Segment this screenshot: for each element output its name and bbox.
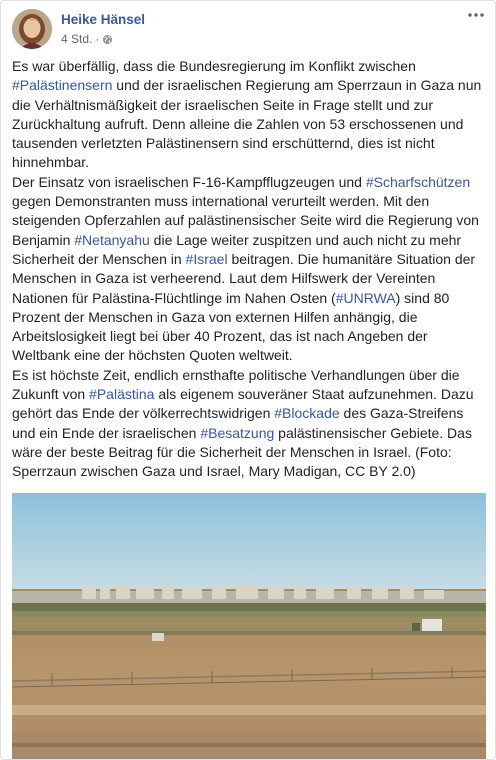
post-text-segment: ) sind 80 Prozent der Menschen in Gaza von externen Hilfen anhängig, die Arbeitslosigkeit liegt bei über 40 Prozent, das ist nach Angeben der Weltbank eine der höchsten Quoten weltweit. — [12, 289, 450, 364]
hashtag-link[interactable]: #UNRWA — [335, 289, 396, 306]
hashtag-link[interactable]: #Blockade — [274, 405, 340, 422]
post-text-segment: des Gaza-Streifens und ein Ende der israelischen — [12, 405, 464, 441]
post-text-segment: beitragen. Die humanitäre Situation der Menschen in Gaza ist verheerend. Laut dem Hilfswerk der Vereinten Nationen für Palästina-Flüchtlinge im Nahen Osten ( — [12, 250, 476, 306]
post-time[interactable]: 4 Std. — [61, 32, 93, 46]
meta-separator: · — [95, 32, 100, 46]
photo-gaza-fence — [12, 493, 486, 759]
post-text-segment: Der Einsatz von israelischen F-16-Kampfflugzeugen und — [12, 173, 366, 190]
hashtag-link[interactable]: #Besatzung — [200, 424, 275, 441]
post-photo[interactable] — [12, 493, 486, 759]
more-dots-icon — [466, 12, 486, 18]
hashtag-link[interactable]: #Scharfschützen — [365, 173, 471, 190]
post-text-segment: die Lage weiter zuspitzen und auch nicht zu mehr Sicherheit der Menschen in — [12, 231, 462, 267]
post-meta — [61, 32, 113, 46]
post-text-segment: Es war überfällig, dass die Bundesregierung im Konflikt zwischen — [12, 58, 416, 74]
hashtag-link[interactable]: #Netanyahu — [74, 231, 150, 248]
post-paragraph — [12, 366, 486, 482]
avatar[interactable] — [12, 9, 52, 49]
post-text — [12, 57, 486, 482]
post-text-segment: gegen Demonstranten muss international verurteilt werden. Mit den steigenden Opferzahlen auf palästinensischer Seite wird die Regierung von Benjamin — [12, 193, 479, 248]
more-options-button[interactable] — [466, 9, 486, 25]
post-text-segment: und der israelischen Regierung am Sperrzaun in Gaza nun die Verhältnismäßigkeit der israelischen Seite in Frage stellt und zur Zurückhaltung aufruft. Denn alleine die Zahlen von 53 erschossenen und tausenden verletzten Palästinensern sind erschütternd, dies ist nicht hinnehmbar. — [12, 77, 482, 171]
avatar-image — [12, 9, 52, 49]
post-paragraph — [12, 57, 486, 173]
hashtag-link[interactable]: #Israel — [185, 250, 228, 267]
post-paragraph — [12, 173, 486, 366]
globe-icon — [102, 34, 113, 45]
post-text-segment: als eigenem souveräner Staat aufzunehmen. Dazu gehört das Ende der völkerrechtswidrigen — [12, 386, 474, 422]
hashtag-link[interactable]: #Palästinensern — [12, 77, 113, 94]
post-text-segment: Es ist höchste Zeit, endlich ernsthafte politische Verhandlungen über die Zukunft von — [12, 366, 460, 403]
post-header — [12, 9, 486, 51]
hashtag-link[interactable]: #Palästina — [89, 386, 155, 403]
author-name[interactable]: Heike Hänsel — [61, 12, 146, 27]
post-text-segment: palästinensischer Gebiete. Das wäre der beste Beitrag für die Sicherheit der Menschen in Israel. (Foto: Sperrzaun zwischen Gaza und Israel, Mary Madigan, CC BY 2.0) — [12, 424, 472, 480]
